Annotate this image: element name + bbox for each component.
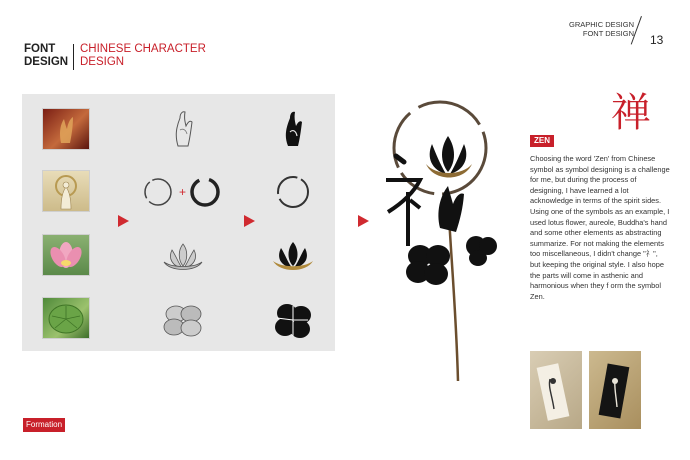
page-title <box>80 43 206 69</box>
zen-symbol-illustration <box>378 96 508 386</box>
section-label <box>24 43 68 69</box>
process-panel <box>22 94 335 351</box>
aureole-symbol <box>268 170 318 214</box>
lotus-sketch <box>158 236 208 280</box>
leaf-sketch <box>158 298 208 342</box>
page-number: 13 <box>650 33 664 47</box>
aureole-sketch <box>138 170 228 214</box>
lotus-leaf-icon <box>43 298 89 338</box>
running-header <box>569 20 634 38</box>
running-header-line1: GRAPHIC DESIGN <box>568 20 634 29</box>
section-label-line2: DESIGN <box>24 56 69 68</box>
lotus-flower-icon <box>43 235 89 275</box>
aureole-icon <box>43 171 89 211</box>
lotus-flower-photo <box>42 234 90 276</box>
zen-badge: ZEN <box>530 135 554 147</box>
hand-symbol <box>268 106 318 150</box>
buddha-hand-icon <box>43 109 89 149</box>
zen-description: Choosing the word 'Zen' from Chinese symbol as symbol designing is a challenge for me, but during the process of designing, I have learned a lot acknowledge in terms of the spirit sides. Using one of the symbols as an example, I used lotus flower, aureole, Buddha's hand and some other elements as abstracting summarize. For not making the elements too miscellaneous, I didn't change "礻", but keeping the original style. I also hope the parts will come in asthenic and harmonious when they f orm the symbol Zen. <box>530 154 670 301</box>
svg-text:+: + <box>179 185 187 199</box>
arrow-right-icon <box>244 215 255 227</box>
guanyin-photo <box>42 170 90 212</box>
leaf-symbol <box>268 298 318 342</box>
section-label-line1: FONT <box>24 43 56 55</box>
formation-label: Formation <box>23 418 65 432</box>
page-title-line1: CHINESE CHARACTER <box>80 43 206 55</box>
lotus-symbol <box>268 236 318 280</box>
lotus-leaf-photo <box>42 297 90 339</box>
arrow-right-icon <box>358 215 369 227</box>
arrow-right-icon <box>118 215 129 227</box>
bookmark-photo-dark <box>589 351 641 429</box>
buddha-hand-photo <box>42 108 90 150</box>
bookmark-photo-light <box>530 351 582 429</box>
running-header-line2: FONT DESIGN <box>582 29 634 38</box>
zen-character: 禅 <box>611 90 651 136</box>
header-divider <box>73 44 74 70</box>
hand-sketch <box>158 106 208 150</box>
page-title-line2: DESIGN <box>80 56 125 68</box>
